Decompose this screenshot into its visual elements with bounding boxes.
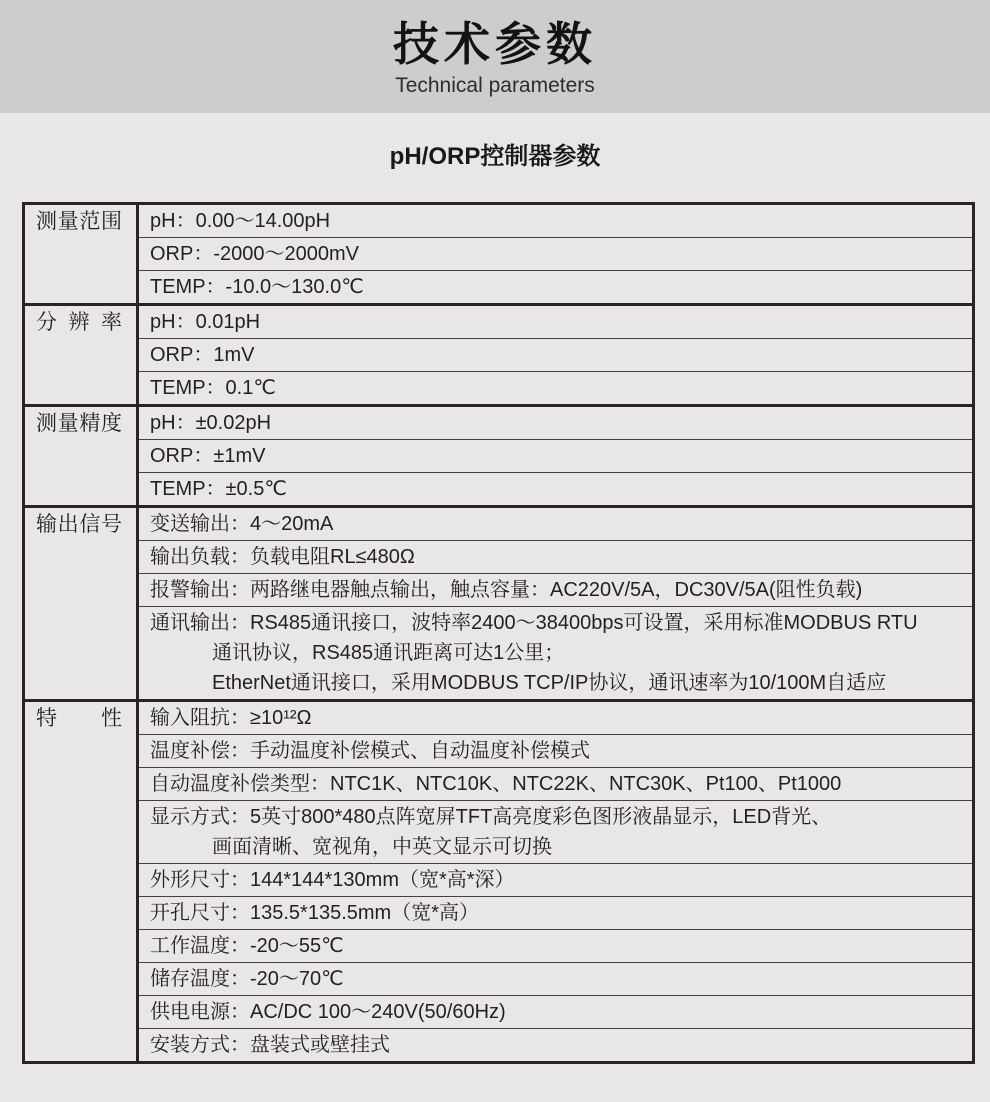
value-row (139, 237, 972, 270)
value-row (139, 962, 972, 995)
group-label-cell (25, 205, 139, 303)
group-label-cell (25, 407, 139, 505)
value-line: 储存温度：-20～70℃ (150, 968, 344, 990)
value-row (139, 306, 972, 338)
value-row (139, 1028, 972, 1061)
value-row (139, 995, 972, 1028)
page-title: 技术参数 (393, 17, 597, 70)
value-row (139, 205, 972, 237)
value-line: ORP：±1mV (150, 445, 266, 467)
page-subtitle: Technical parameters (395, 73, 595, 97)
group-label: 测量精度 (36, 412, 122, 435)
table-group (25, 404, 972, 505)
value-line: TEMP：±0.5℃ (150, 478, 287, 500)
group-label-cell (25, 508, 139, 699)
group-label: 分辨率 (36, 311, 122, 334)
value-line: 通讯输出：RS485通讯接口，波特率2400～38400bps可设置，采用标准MODBUS RTU (150, 612, 918, 634)
group-rows (139, 205, 972, 303)
header-banner (0, 0, 990, 113)
group-label: 测量范围 (36, 210, 122, 233)
value-line: 画面清晰、宽视角，中英文显示可切换 (212, 836, 552, 858)
value-row (139, 407, 972, 439)
value-row (139, 702, 972, 734)
value-line: 供电电源：AC/DC 100～240V(50/60Hz) (150, 1001, 506, 1023)
value-line: pH：0.01pH (150, 311, 261, 333)
value-line: 变送输出：4～20mA (150, 513, 334, 535)
value-line: 外形尺寸：144*144*130mm（宽*高*深） (150, 869, 515, 891)
value-line: 通讯协议，RS485通讯距离可达1公里； (212, 642, 565, 664)
value-row (139, 896, 972, 929)
value-row (139, 472, 972, 505)
value-row (139, 800, 972, 863)
value-row (139, 767, 972, 800)
value-line: pH：0.00～14.00pH (150, 210, 331, 232)
value-row (139, 863, 972, 896)
value-line: 输入阻抗：≥10¹²Ω (150, 707, 312, 729)
value-row (139, 338, 972, 371)
table-group (25, 505, 972, 699)
value-line: 报警输出：两路继电器触点输出，触点容量：AC220V/5A，DC30V/5A(阻性负载) (150, 579, 863, 601)
value-line: EtherNet通讯接口，采用MODBUS TCP/IP协议，通讯速率为10/100M自适应 (212, 672, 887, 694)
value-row (139, 371, 972, 404)
value-line: 显示方式：5英寸800*480点阵宽屏TFT高亮度彩色图形液晶显示，LED背光、 (150, 806, 832, 828)
value-line: 输出负载：负载电阻RL≤480Ω (150, 546, 415, 568)
value-line: ORP：-2000～2000mV (150, 243, 359, 265)
value-line: 安装方式：盘装式或壁挂式 (150, 1034, 390, 1056)
group-rows (139, 702, 972, 1061)
value-line: 温度补偿：手动温度补偿模式、自动温度补偿模式 (150, 740, 590, 762)
group-label-cell (25, 702, 139, 1061)
value-row (139, 508, 972, 540)
parameters-table (22, 202, 975, 1064)
value-row (139, 929, 972, 962)
value-row (139, 439, 972, 472)
value-line: ORP：1mV (150, 344, 255, 366)
group-label: 输出信号 (36, 513, 122, 536)
value-line: TEMP：0.1℃ (150, 377, 276, 399)
group-label: 特性 (36, 707, 122, 730)
value-row (139, 270, 972, 303)
value-line: 自动温度补偿类型：NTC1K、NTC10K、NTC22K、NTC30K、Pt100、Pt1000 (150, 773, 842, 795)
value-line: TEMP：-10.0～130.0℃ (150, 276, 364, 298)
table-group (25, 699, 972, 1061)
table-group (25, 205, 972, 303)
value-row (139, 573, 972, 606)
value-row (139, 606, 972, 699)
group-rows (139, 407, 972, 505)
group-rows (139, 306, 972, 404)
group-label-cell (25, 306, 139, 404)
section-title: pH/ORP控制器参数 (389, 143, 601, 170)
value-line: pH：±0.02pH (150, 412, 272, 434)
value-row (139, 734, 972, 767)
value-row (139, 540, 972, 573)
value-line: 开孔尺寸：135.5*135.5mm（宽*高） (150, 902, 479, 924)
group-rows (139, 508, 972, 699)
table-group (25, 303, 972, 404)
value-line: 工作温度：-20～55℃ (150, 935, 344, 957)
